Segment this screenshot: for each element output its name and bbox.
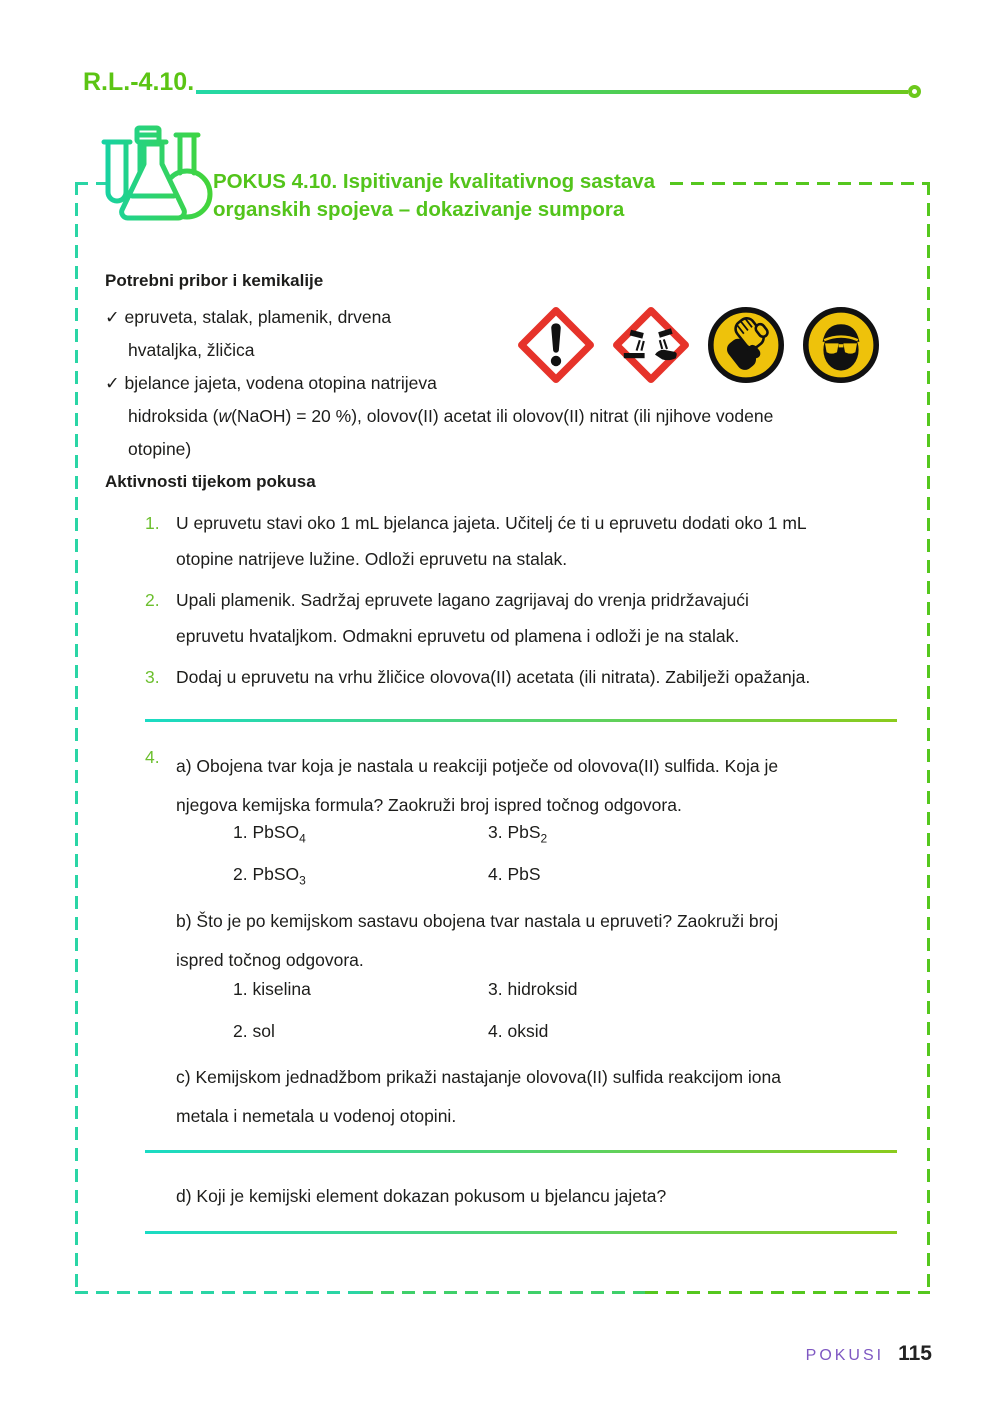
wear-gloves-icon [706,305,786,385]
wear-eye-protection-icon [801,305,881,385]
option-pbs: 4. PbS [488,864,541,884]
question-4b-options [233,978,578,1043]
activities-heading: Aktivnosti tijekom pokusa [105,472,316,491]
ghs-corrosive-icon [611,305,691,385]
frame-bottom-right [645,1291,930,1294]
footer-section-label: POKUSI [805,1347,885,1364]
check-icon: ✓ [105,373,120,393]
question-4b: b) Što je po kemijskom sastavu obojena tvar nastala u epruveti? Zaokruži broj ispred točnog odgovora. [176,911,779,970]
step-number: 3. [145,667,160,687]
activity-step-1 [145,505,807,577]
materials-item-2-line3: otopine) [128,439,192,459]
frame-right [927,182,930,1291]
step-text: Upali plamenik. Sadržaj epruvete lagano zagrijavaj do vrenja pridržavajući epruvetu hvataljkom. Odmakni epruvetu od plamena i odloži je na stalak. [176,590,749,646]
ghs-warning-exclamation-icon [516,305,596,385]
materials-item-2-line1: ✓ bjelance jajeta, vodena otopina natrijeva [105,373,437,393]
pictogram-row [516,305,881,385]
option-oksid: 4. oksid [488,1021,549,1041]
materials-heading: Potrebni pribor i kemikalije [105,271,324,290]
header-rule-end-dot [908,85,921,98]
answer-line-1 [145,1150,897,1153]
page-footer [806,1342,932,1366]
experiment-title [213,168,655,224]
question-4a: a) Obojena tvar koja je nastala u reakciji potječe od olovova(II) sulfida. Koja je njegova kemijska formula? Zaokruži broj ispred točnog odgovora. [176,756,779,815]
lab-glassware-icon [93,118,217,234]
step-text: U epruvetu stavi oko 1 mL bjelanca jajeta. Učitelj će ti u epruvetu dodati oko 1 mL otopine natrijeve lužine. Odloži epruvetu na stalak. [176,513,807,569]
option-sol: 2. sol [233,1021,275,1041]
step-text: Dodaj u epruvetu na vrhu žličice olovova(II) acetata (ili nitrata). Zabilježi opažanja. [176,667,811,687]
option-pbso3: 2. PbSO$_3$ [233,864,306,888]
option-hidroksid: 3. hidroksid [488,979,578,999]
frame-left [75,182,78,1291]
answer-line-2 [145,1231,897,1234]
question-4c: c) Kemijskom jednadžbom prikaži nastajanje olovova(II) sulfida reakcijom iona metala i nemetala u vodenoj otopini. [176,1067,781,1126]
activity-step-3 [145,659,810,695]
activity-step-2 [145,582,749,654]
experiment-title-line1: POKUS 4.10. Ispitivanje kvalitativnog sastava [213,170,656,193]
option-pbs2: 3. PbS$_2$ [488,822,548,846]
footer-page-number: 115 [898,1342,932,1365]
check-icon: ✓ [105,307,120,327]
header-code: R.L.-4.10. [83,68,195,96]
frame-top-right [670,182,930,185]
step-number: 2. [145,590,160,610]
materials-item-1-line1: ✓ epruveta, stalak, plamenik, drvena [105,307,392,327]
question-4a-options [233,821,547,886]
question-4d: d) Koji je kemijski element dokazan pokusom u bjelancu jajeta? [176,1186,667,1206]
header-rule [196,90,908,94]
materials-item-2-line2: hidroksida (w(NaOH) = 20 %), olovov(II) acetat ili olovov(II) nitrat (ili njihove vodene [128,406,774,426]
materials-item-1-line2: hvataljka, žličica [128,340,255,360]
section-separator-line [145,719,897,722]
question-4-number: 4. [145,747,160,767]
option-pbso4: 1. PbSO$_4$ [233,822,306,846]
frame-bottom-left [75,1291,360,1294]
experiment-title-line2: organskih spojeva – dokazivanje sumpora [213,198,625,221]
step-number: 1. [145,513,160,533]
materials-item-1 [105,301,391,367]
option-kiselina: 1. kiselina [233,979,311,999]
frame-bottom-mid [360,1291,645,1294]
